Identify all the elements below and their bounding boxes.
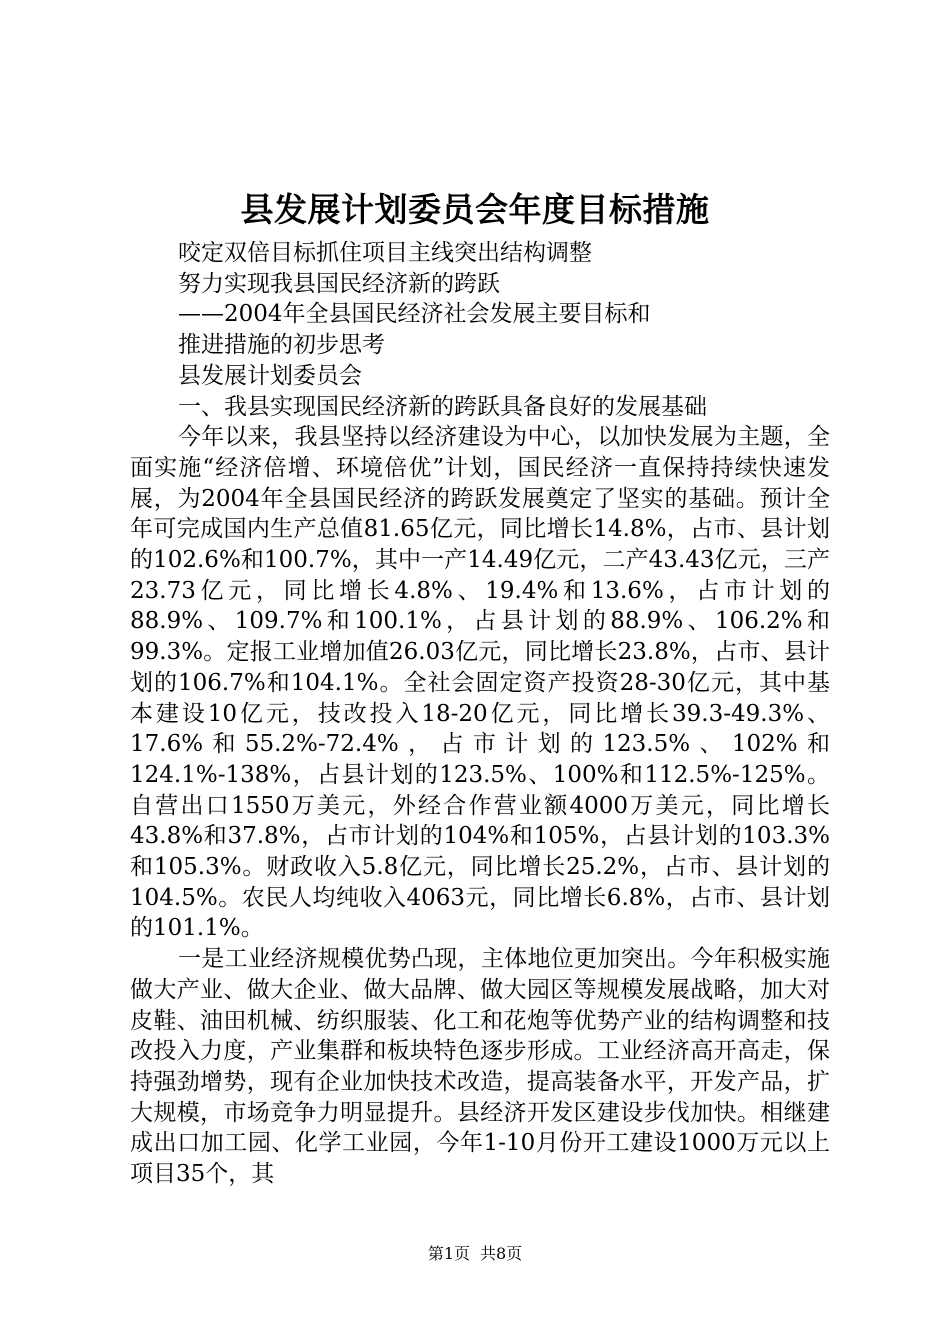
page-number: 第1页 [427,1244,470,1263]
body-paragraph: 今年以来，我县坚持以经济建设为中心，以加快发展为主题，全面实施“经济倍增、环境倍优”计划，国民经济一直保持持续快速发展，为2004年全县国民经济的跨跃发展奠定了坚实的基础。预计全年可完成国内生产总值81.65亿元，同比增长14.8%，占市、县计划的102.6%和100.7%，其中一产14.49亿元，二产43.43亿元，三产23.73亿元，同比增长4.8%、19.4%和13.6%，占市计划的88.9%、109.7%和100.1%，占县计划的88.9%、106.2%和99.3%。定报工业增加值26.03亿元，同比增长23.8%，占市、县计划的106.7%和104.1%。全社会固定资产投资28-30亿元，其中基本建设10亿元，技改投入18-20亿元，同比增长39.3-49.3%、17.6%和55.2%-72.4%，占市计划的123.5%、102%和124.1%-138%，占县计划的123.5%、100%和112.5%-125%。自营出口1550万美元，外经合作营业额4000万美元，同比增长43.8%和37.8%，占市计划的104%和105%，占县计划的103.3%和105.3%。财政收入5.8亿元，同比增长25.2%，占市、县计划的104.5%。农民人均纯收入4063元，同比增长6.8%，占市、县计划的101.1%。 [130,424,830,942]
header-line: ——2004年全县国民经济社会发展主要目标和 [178,301,651,328]
document-body [130,238,830,1190]
header-line: 推进措施的初步思考 [178,332,385,359]
section-heading: 一、我县实现国民经济新的跨跃具备良好的发展基础 [178,393,707,420]
document-title: 县发展计划委员会年度目标措施 [240,190,710,229]
header-line: 咬定双倍目标抓住项目主线突出结构调整 [178,240,592,266]
author-line: 县发展计划委员会 [178,362,362,389]
header-line: 努力实现我县国民经济新的跨跃 [178,270,500,297]
body-paragraph: 一是工业经济规模优势凸现，主体地位更加突出。今年积极实施做大产业、做大企业、做大品牌、做大园区等规模发展战略，加大对皮鞋、油田机械、纺织服装、化工和花炮等优势产业的结构调整和技改投入力度，产业集群和板块特色逐步形成。工业经济高开高走，保持强劲增势，现有企业加快技术改造，提高装备水平，开发产品，扩大规模，市场竞争力明显提升。县经济开发区建设步伐加快。相继建成出口加工园、化学工业园，今年1-10月份开工建设1000万元以上项目35个，其 [130,946,830,1188]
page-footer [0,1243,950,1265]
page-total: 共8页 [480,1244,523,1263]
